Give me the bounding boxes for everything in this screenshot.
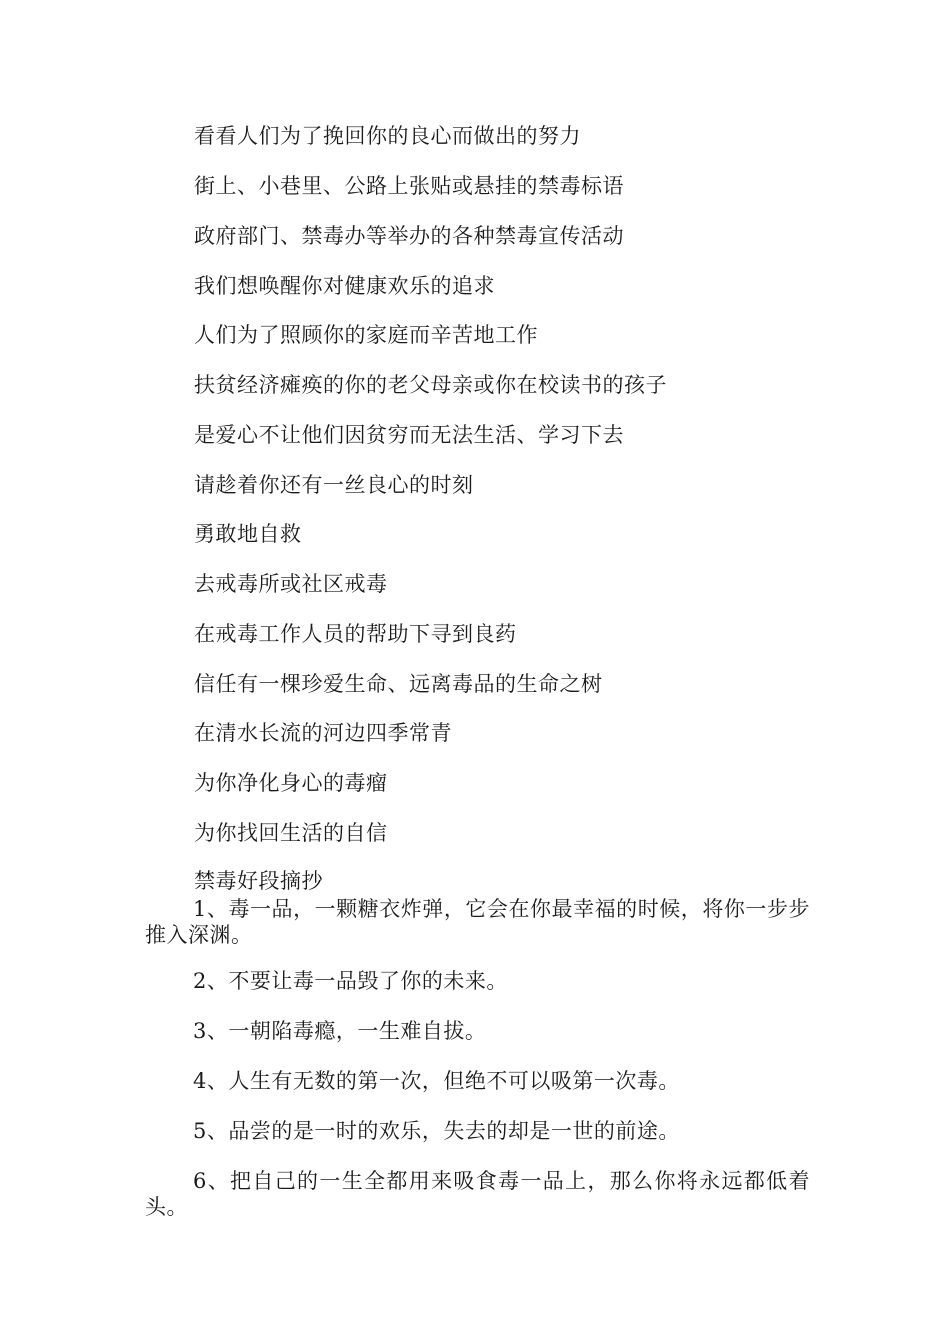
poem-line: 我们想唤醒你对健康欢乐的追求 [194,274,495,298]
poem-line: 为你净化身心的毒瘤 [194,771,388,795]
poem-line: 是爱心不让他们因贫穷而无法生活、学习下去 [194,423,624,447]
quote-paragraph: 3、一朝陷毒瘾，一生难自拔。 [193,1019,487,1043]
poem-line: 政府部门、禁毒办等举办的各种禁毒宣传活动 [194,224,624,248]
quote-paragraph: 5、品尝的是一时的欢乐，失去的却是一世的前途。 [193,1119,680,1143]
poem-line: 为你找回生活的自信 [194,821,388,845]
poem-line: 请趁着你还有一丝良心的时刻 [194,473,474,497]
quote-paragraph: 1、毒一品，一颗糖衣炸弹，它会在你最幸福的时候，将你一步步推入深渊。 [145,897,810,947]
poem-line: 在戒毒工作人员的帮助下寻到良药 [194,622,517,646]
quote-paragraph: 4、人生有无数的第一次，但绝不可以吸第一次毒。 [193,1069,680,1093]
poem-line: 街上、小巷里、公路上张贴或悬挂的禁毒标语 [194,174,624,198]
section-heading: 禁毒好段摘抄 [194,869,323,893]
poem-line: 信任有一棵珍爱生命、远离毒品的生命之树 [194,672,603,696]
poem-line: 看看人们为了挽回你的良心而做出的努力 [194,124,581,148]
poem-line: 去戒毒所或社区戒毒 [194,572,388,596]
poem-line: 人们为了照顾你的家庭而辛苦地工作 [194,323,538,347]
poem-line: 勇敢地自救 [194,522,302,546]
quote-paragraph: 6、把自己的一生全都用来吸食毒一品上，那么你将永远都低着头。 [145,1169,810,1219]
poem-line: 扶贫经济瘫痪的你的老父母亲或你在校读书的孩子 [194,373,667,397]
quote-paragraph: 2、不要让毒一品毁了你的未来。 [193,969,508,993]
poem-line: 在清水长流的河边四季常青 [194,721,452,745]
